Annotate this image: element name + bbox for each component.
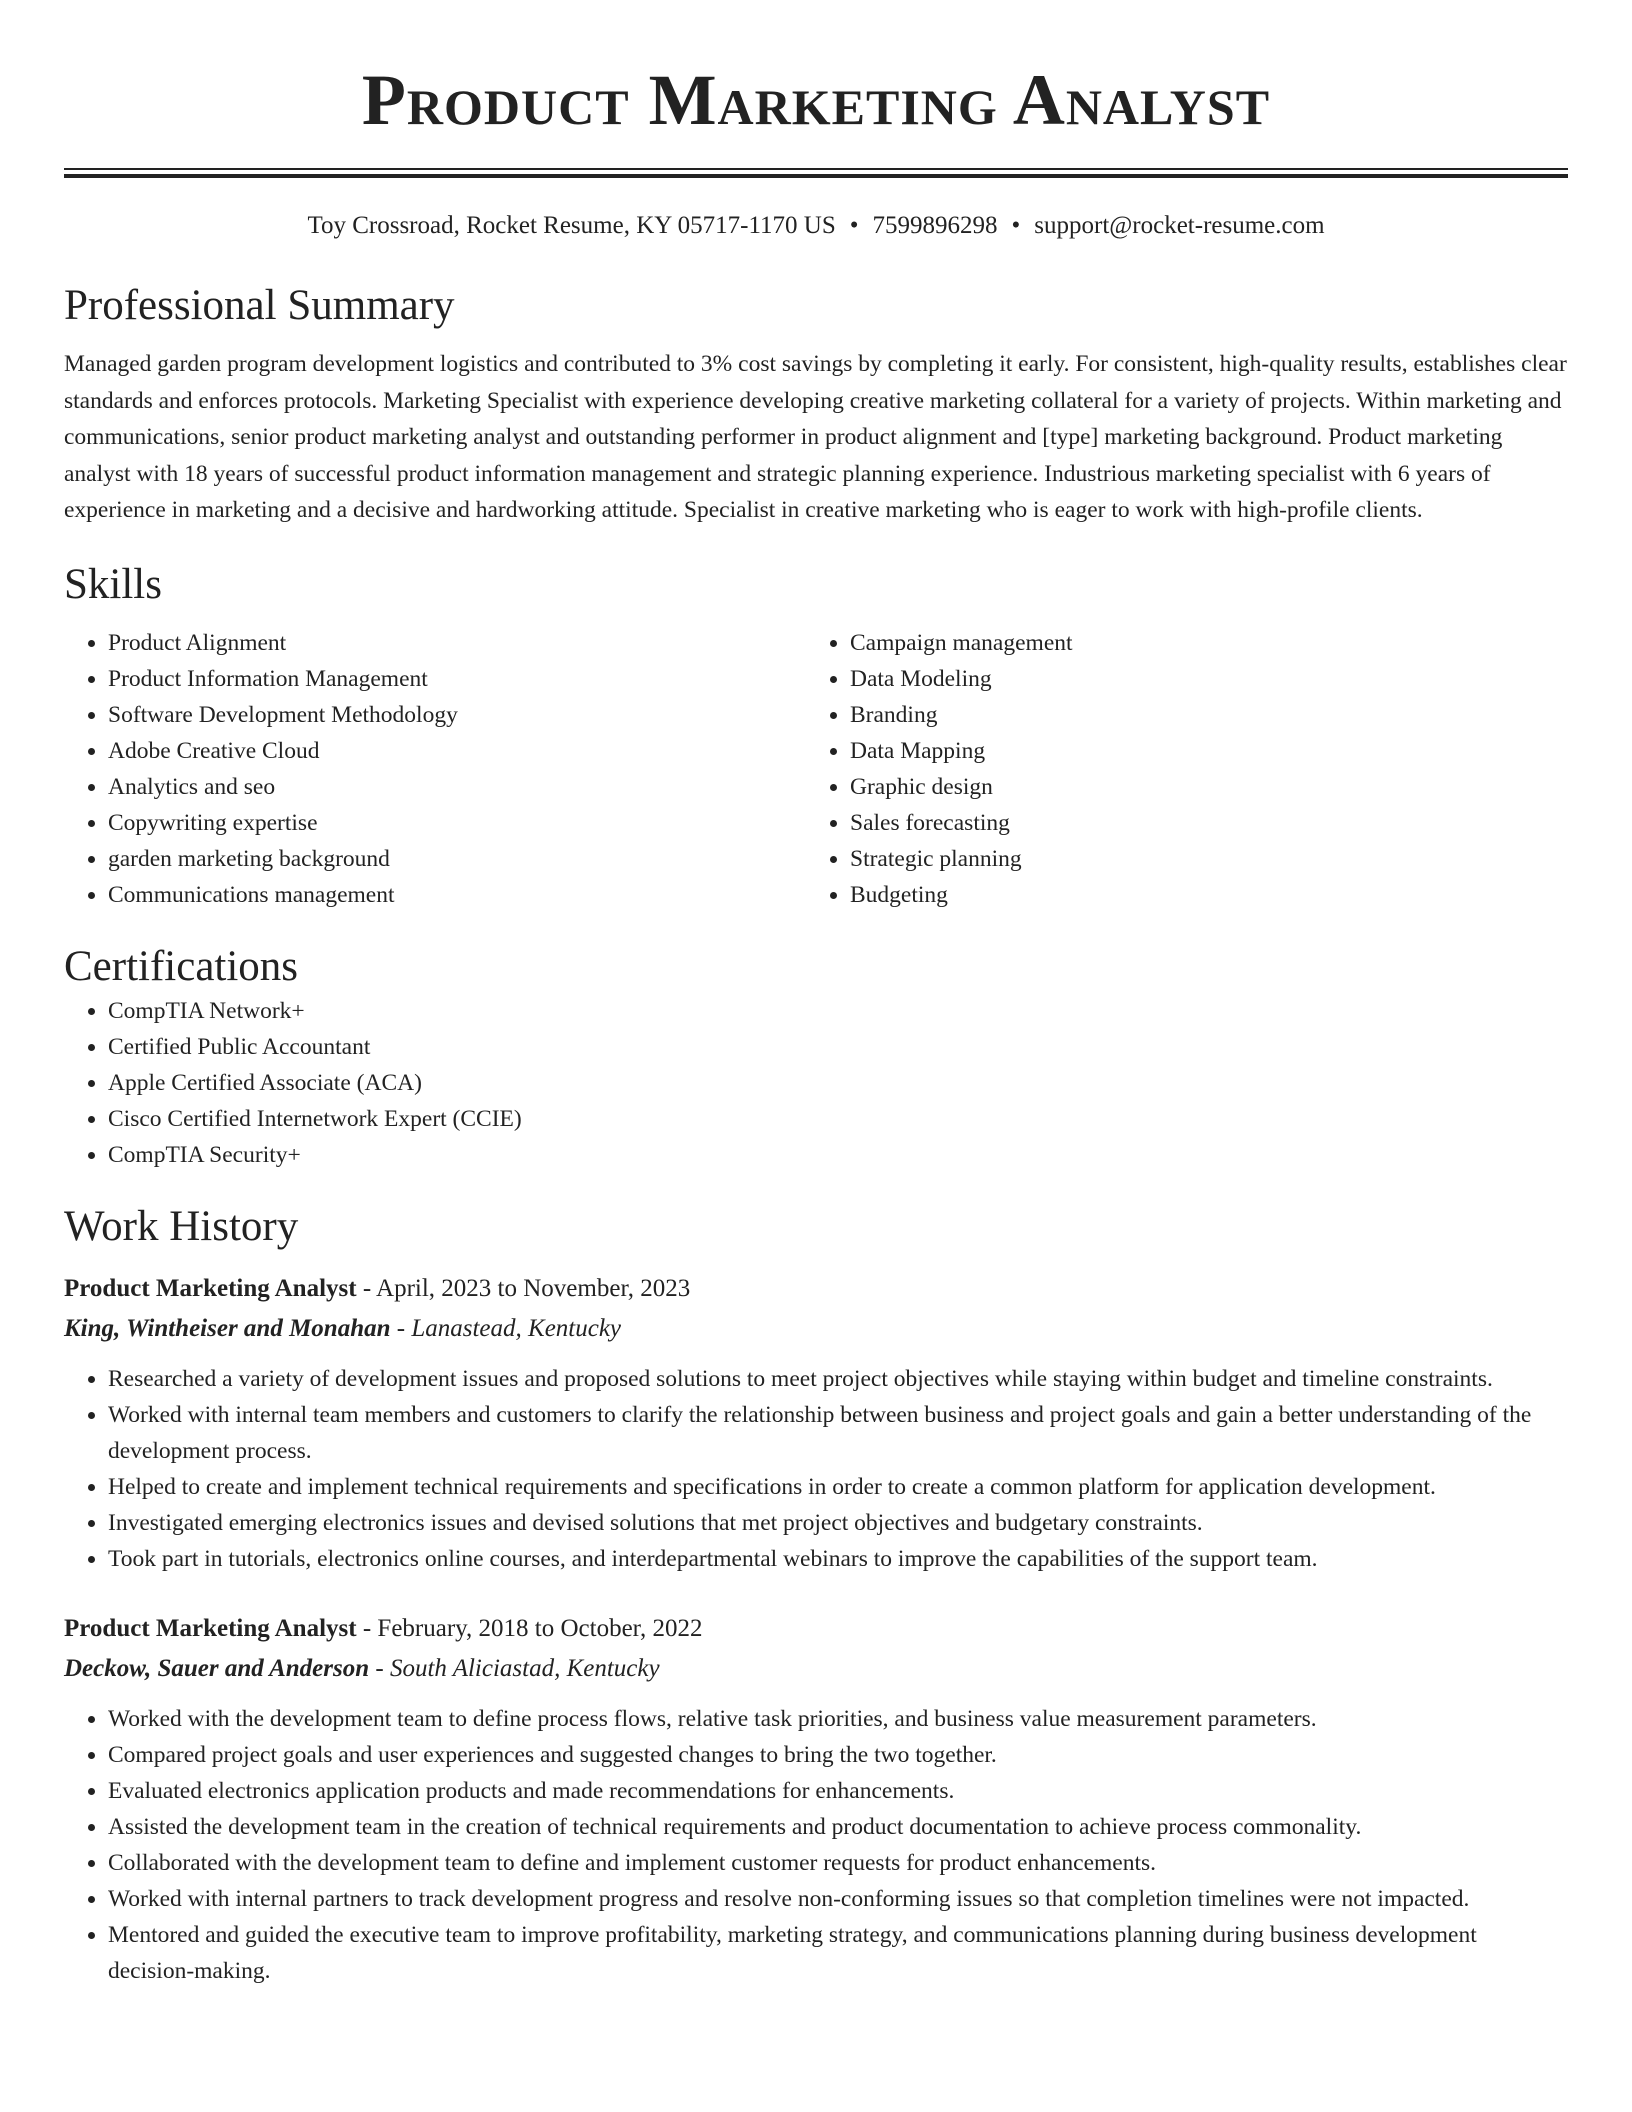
certification-item: • Cisco Certified Internetwork Expert (CCIE) <box>108 1101 1568 1137</box>
title-divider <box>64 168 1568 178</box>
contact-phone: 7599896298 <box>872 212 998 239</box>
job-title: Product Marketing Analyst <box>64 1274 357 1302</box>
job-bullet: • Worked with internal partners to track development progress and resolve non-conforming issues so that completion timelines were not impacted. <box>108 1881 1568 1917</box>
skill-item: • Budgeting <box>850 877 1548 913</box>
skill-item: • Data Mapping <box>850 733 1548 769</box>
skill-item: • Software Development Methodology <box>108 697 806 733</box>
skill-item: • Strategic planning <box>850 841 1548 877</box>
certification-item: • Apple Certified Associate (ACA) <box>108 1065 1568 1101</box>
job-bullet: • Worked with the development team to define process flows, relative task priorities, and business value measurement parameters. <box>108 1701 1568 1737</box>
job-bullet: • Researched a variety of development issues and proposed solutions to meet project objectives while staying within budget and timeline constraints. <box>108 1361 1568 1397</box>
summary-heading: Professional Summary <box>64 282 455 329</box>
contact-address: Toy Crossroad, Rocket Resume, KY 05717-1170 US <box>307 212 836 239</box>
skill-item: • Branding <box>850 697 1548 733</box>
skill-item: • Data Modeling <box>850 661 1548 697</box>
job-bullet: • Worked with internal team members and customers to clarify the relationship between business and project goals and gain a better understanding of the development process. <box>108 1397 1568 1469</box>
job-dates: - April, 2023 to November, 2023 <box>356 1274 691 1302</box>
skills-columns <box>64 625 1568 913</box>
skills-list-left <box>64 625 806 913</box>
skill-item: • Sales forecasting <box>850 805 1548 841</box>
job-title: Product Marketing Analyst <box>64 1614 357 1642</box>
contact-separator: • <box>1011 212 1021 239</box>
job-bullet: • Collaborated with the development team to define and implement customer requests for product enhancements. <box>108 1845 1568 1881</box>
skills-column-right <box>806 625 1548 913</box>
job-bullet: • Took part in tutorials, electronics online courses, and interdepartmental webinars to improve the capabilities of the support team. <box>108 1541 1568 1577</box>
job-bullets <box>64 1701 1568 1989</box>
job-location: - South Aliciastad, Kentucky <box>369 1654 660 1682</box>
job-bullet: • Mentored and guided the executive team to improve profitability, marketing strategy, and communications planning during business development decision-making. <box>108 1917 1568 1989</box>
certification-item: • CompTIA Network+ <box>108 993 1568 1029</box>
skill-item: • Campaign management <box>850 625 1548 661</box>
skill-item: • Adobe Creative Cloud <box>108 733 806 769</box>
job-bullet: • Assisted the development team in the creation of technical requirements and product documentation to achieve process commonality. <box>108 1809 1568 1845</box>
certifications-heading: Certifications <box>64 942 299 990</box>
certification-item: • CompTIA Security+ <box>108 1137 1568 1173</box>
skill-item: • Product Alignment <box>108 625 806 661</box>
skills-heading: Skills <box>64 560 162 608</box>
job-company-line <box>64 1649 1568 1689</box>
job-bullet: • Helped to create and implement technical requirements and specifications in order to create a common platform for application development. <box>108 1469 1568 1505</box>
skill-item: • Graphic design <box>850 769 1548 805</box>
job-dates: - February, 2018 to October, 2022 <box>356 1614 703 1642</box>
summary-text: Managed garden program development logistics and contributed to 3% cost savings by completing it early. For consistent, high-quality results, establishes clear standards and enforces protocols. Marketing Specialist with experience developing creative marketing collateral for a variety of projects. Within marketing and communications, senior product marketing analyst and outstanding performer in product alignment and [type] marketing background. Product marketing analyst with 18 years of successful product information management and strategic planning experience. Industrious marketing specialist with 6 years of experience in marketing and a decisive and hardworking attitude. Specialist in creative marketing who is eager to work with high-profile clients. <box>64 351 1567 523</box>
skill-item: • Copywriting expertise <box>108 805 806 841</box>
skill-item: • Product Information Management <box>108 661 806 697</box>
job-company: Deckow, Sauer and Anderson <box>64 1654 370 1682</box>
job-bullets <box>64 1361 1568 1577</box>
job-entry <box>64 1609 1568 1989</box>
page-title: Product Marketing Analyst <box>361 60 1271 140</box>
contact-line <box>64 210 1568 242</box>
contact-separator: • <box>849 212 859 239</box>
job-company-line <box>64 1309 1568 1349</box>
job-bullet: • Investigated emerging electronics issues and devised solutions that met project objectives and budgetary constraints. <box>108 1505 1568 1541</box>
skills-column-left <box>64 625 806 913</box>
contact-email: support@rocket-resume.com <box>1034 212 1325 239</box>
job-entry <box>64 1269 1568 1577</box>
skill-item: • Analytics and seo <box>108 769 806 805</box>
job-title-line <box>64 1609 1568 1649</box>
work-history-heading: Work History <box>64 1202 299 1250</box>
job-location: - Lanastead, Kentucky <box>390 1314 622 1342</box>
skill-item: • Communications management <box>108 877 806 913</box>
job-company: King, Wintheiser and Monahan <box>64 1314 391 1342</box>
certifications-list <box>64 993 1568 1173</box>
skills-list-right <box>806 625 1548 913</box>
job-bullet: • Evaluated electronics application products and made recommendations for enhancements. <box>108 1773 1568 1809</box>
certification-item: • Certified Public Accountant <box>108 1029 1568 1065</box>
job-bullet: • Compared project goals and user experiences and suggested changes to bring the two together. <box>108 1737 1568 1773</box>
job-title-line <box>64 1269 1568 1309</box>
skill-item: • garden marketing background <box>108 841 806 877</box>
